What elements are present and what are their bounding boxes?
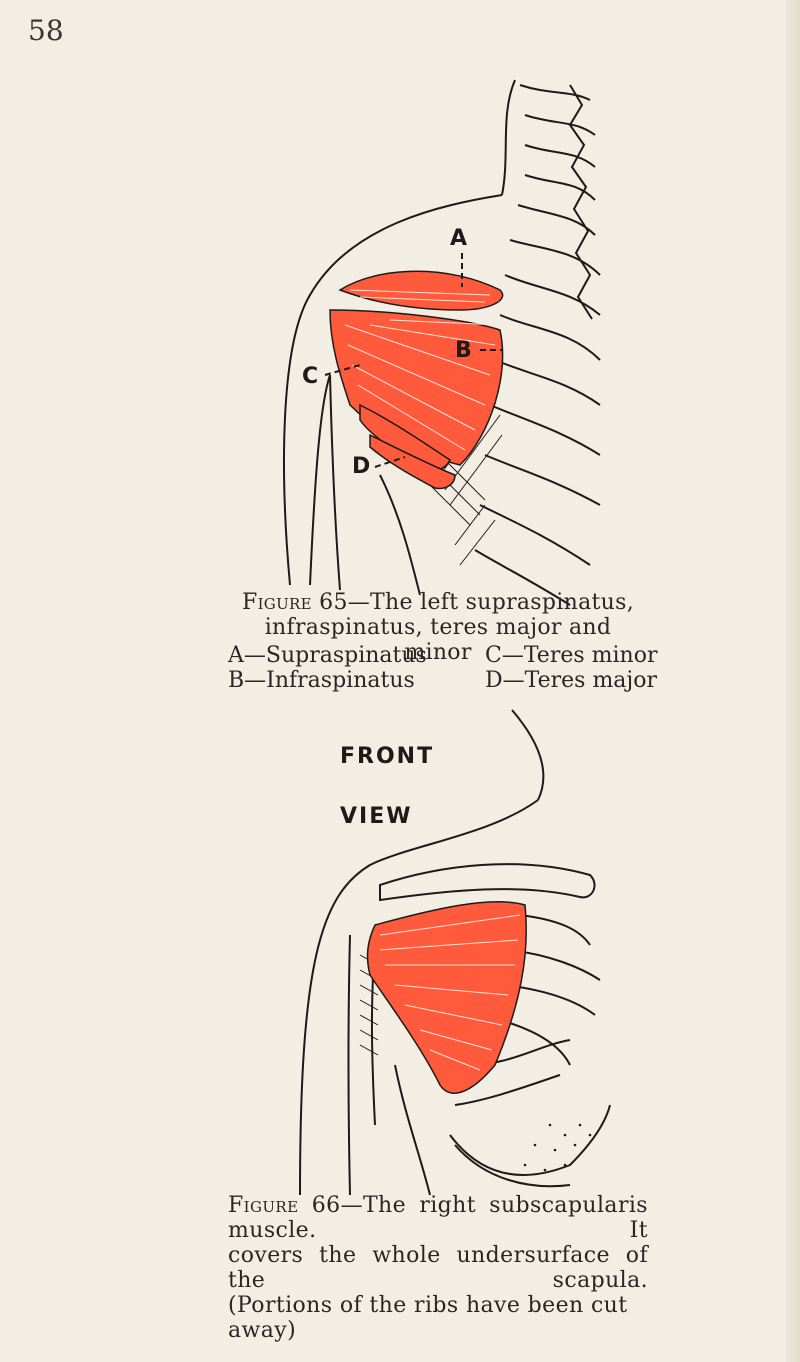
page-number: 58	[28, 14, 64, 47]
figure-65-caption-line2: infraspinatus, teres major and minor	[264, 615, 612, 665]
legend-item-teres-minor: C—Teres minor	[485, 643, 658, 668]
figure-65-legend-left	[228, 643, 427, 693]
figure-66-label: Figure 66	[228, 1193, 341, 1218]
figure-65-label: Figure 65	[242, 590, 348, 615]
figure-66-caption-line1: —The right subscapularis muscle. It	[228, 1193, 648, 1243]
legend-item-supraspinatus: A—Supraspinatus	[228, 643, 427, 668]
legend-item-teres-major: D—Teres major	[485, 668, 658, 693]
figure-65-caption-line1: —The left supraspinatus,	[347, 590, 634, 615]
figure-65-legend-right	[485, 643, 657, 693]
marker-b: B	[455, 338, 472, 363]
figure-66-caption-line3: (Portions of the ribs have been cut away)	[228, 1293, 628, 1343]
marker-d: D	[352, 454, 371, 479]
view-label-front: FRONT	[340, 744, 435, 769]
legend-item-infraspinatus: B—Infraspinatus	[228, 668, 415, 693]
marker-c: C	[302, 364, 319, 389]
marker-a: A	[450, 226, 468, 251]
page-edge	[786, 0, 800, 1362]
view-label-view: VIEW	[340, 804, 413, 829]
figure-66-illustration	[280, 705, 620, 1200]
figure-66-caption	[228, 1193, 648, 1343]
figure-65-illustration	[270, 75, 610, 610]
figure-66-caption-line2: covers the whole undersurface of the scapula.	[228, 1243, 648, 1293]
